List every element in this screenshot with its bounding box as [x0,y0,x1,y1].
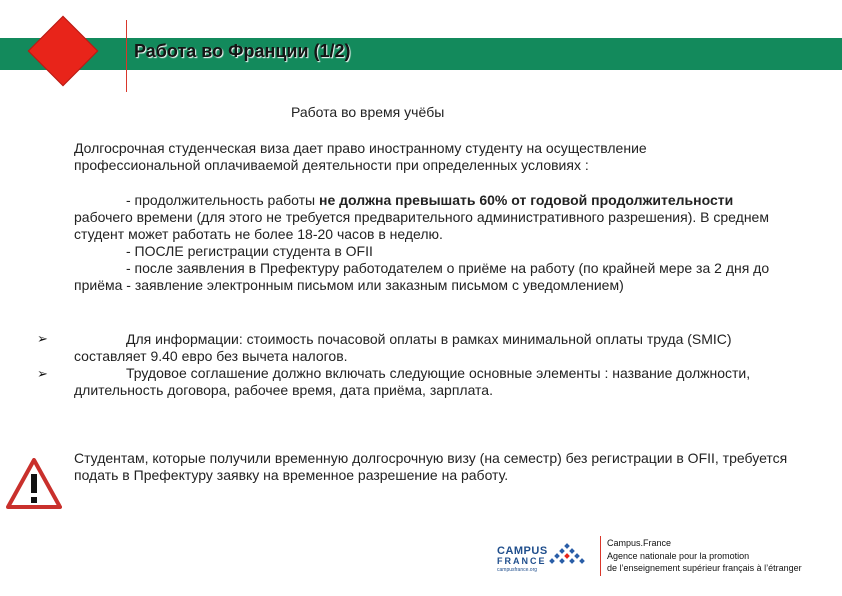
red-diamond-logo-icon [28,16,99,87]
footer-line-3: de l’enseignement supérieur français à l’étranger [607,563,802,573]
footer-line-1: Campus.France [607,538,672,548]
warning-text: Студентам, которые получили временную долгосрочную визу (на семестр) без регистрации в OFII, требуется подать в Префектуру заявку на временное разрешение на работу. [74,450,788,483]
footer-agency-info [607,537,802,575]
bullet-2-text: Трудовое соглашение должно включать следующие основные элементы : название должности, длительность договора, рабочее время, дата приёма, зарплата. [74,365,751,398]
logo-tagline: campusfrance.org [497,567,538,573]
pyramid-logo-icon [547,543,587,567]
arrow-bullet-icon: ➢ [37,332,48,347]
conditions-block [74,192,784,294]
footer-line-2: Agence nationale pour la promotion [607,550,750,561]
footer-divider [600,536,601,576]
intro-paragraph: Долгосрочная студенческая виза дает право иностранному студенту на осуществление профессиональной оплачиваемой деятельности при определенных условиях : [74,140,647,173]
condition-1-pre: - продолжительность работы [126,192,319,208]
bullet-1-text-b: ) составляет 9.40 евро без вычета налогов. [74,331,732,364]
campus-france-logo [497,543,595,575]
bullet-1-text-a: Для информации: стоимость почасовой оплаты в рамках минимальной оплаты труда ( [126,331,692,347]
arrow-bullet-icon: ➢ [37,367,48,382]
header-divider [126,20,127,92]
logo-campus-text: CAMPUS [497,545,548,557]
page-title: Работа во Франции (1/2) [134,41,351,61]
condition-1-post: рабочего времени (для этого не требуется предварительного административного разрешения). В среднем студент может работать не более 18-20 часов в неделю. [74,209,769,242]
condition-1-bold: не должна превышать 60% от годовой продолжительности [319,192,734,208]
warning-triangle-icon [6,458,62,510]
logo-france-text: FRANCE [497,556,547,566]
condition-3: - после заявления в Префектуру работодателем о приёме на работу (по крайней мере за 2 дня до приёма - заявление электронным письмом или заказным письмом с уведомлением) [74,260,770,293]
section-subtitle: Работа во время учёбы [291,104,445,120]
condition-2: - ПОСЛЕ регистрации студента в OFII [126,243,373,259]
smic-link[interactable]: SMIC [691,331,727,347]
bullet-list [74,331,774,399]
